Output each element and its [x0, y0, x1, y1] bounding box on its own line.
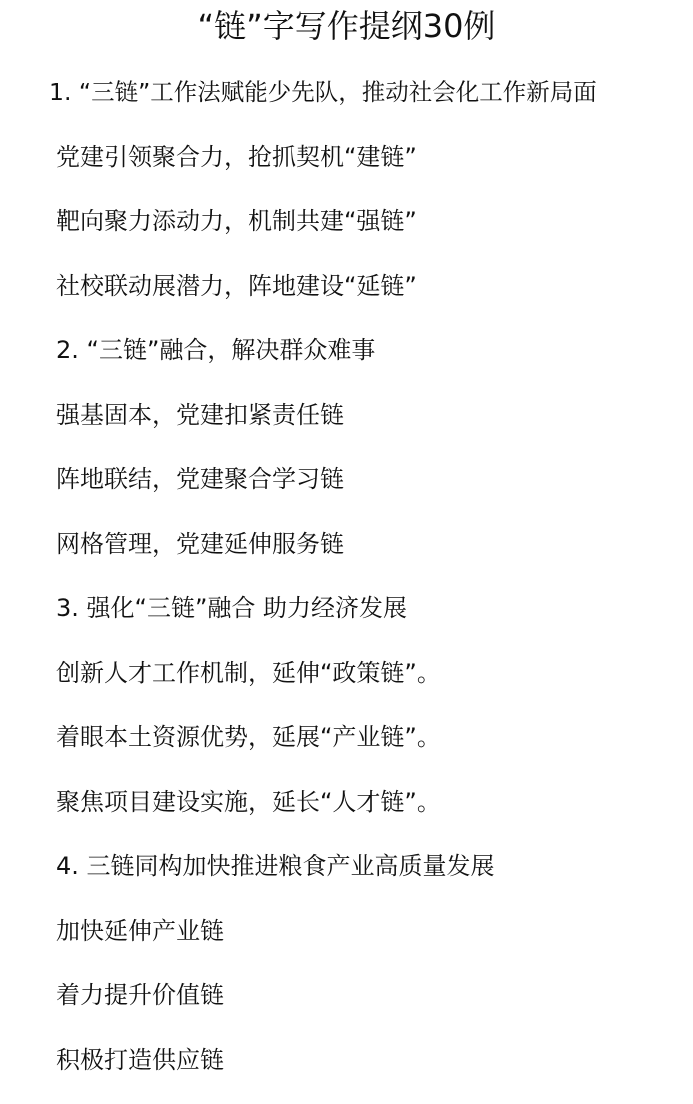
outline-heading-4: 4. 三链同构加快推进粮食产业高质量发展 — [0, 846, 693, 911]
outline-item: 阵地联结，党建聚合学习链 — [0, 459, 693, 524]
outline-item: 网格管理，党建延伸服务链 — [0, 524, 693, 589]
outline-heading-3: 3. 强化“三链”融合 助力经济发展 — [0, 588, 693, 653]
outline-item: 着力提升价值链 — [0, 975, 693, 1040]
outline-heading-2: 2. “三链”融合，解决群众难事 — [0, 330, 693, 395]
outline-item: 强基固本，党建扣紧责任链 — [0, 395, 693, 460]
outline-item: 积极打造供应链 — [0, 1040, 693, 1104]
outline-heading-1: 1. “三链”工作法赋能少先队，推动社会化工作新局面 — [0, 72, 693, 137]
outline-item: 社校联动展潜力，阵地建设“延链” — [0, 266, 693, 331]
outline-item: 着眼本土资源优势，延展“产业链”。 — [0, 717, 693, 782]
outline-item: 创新人才工作机制，延伸“政策链”。 — [0, 653, 693, 718]
document-title: “链”字写作提纲30例 — [0, 3, 693, 49]
outline-list — [0, 72, 693, 1104]
outline-item: 聚焦项目建设实施，延长“人才链”。 — [0, 782, 693, 847]
outline-item: 靶向聚力添动力，机制共建“强链” — [0, 201, 693, 266]
outline-item: 党建引领聚合力，抢抓契机“建链” — [0, 137, 693, 202]
outline-item: 加快延伸产业链 — [0, 911, 693, 976]
